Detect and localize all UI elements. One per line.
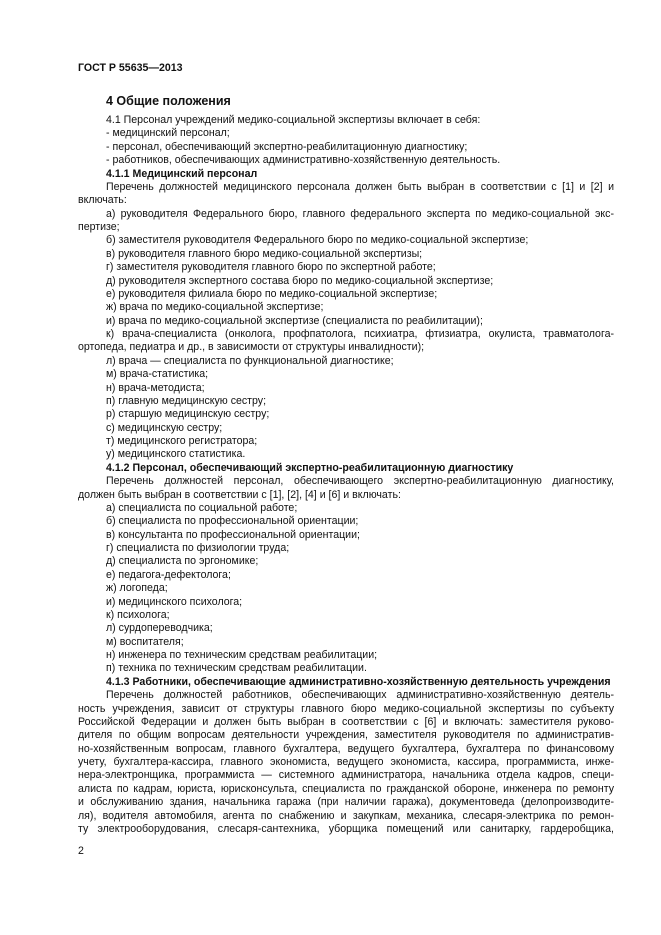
- document-code: ГОСТ Р 55635—2013: [78, 62, 183, 74]
- list-item: г) заместителя руководителя главного бюро по экспертной работе;: [106, 261, 436, 274]
- paragraph-line: ту электрооборудования, слесаря-сантехника, уборщика помещений или санитарку, гардеробщика,: [78, 822, 614, 835]
- paragraph-line: нера-электронщика, программиста — системного администратора, начальника отдела кадров, специ-: [78, 769, 614, 782]
- list-item: с) медицинскую сестру;: [106, 421, 223, 434]
- list-item: г) специалиста по физиологии труда;: [106, 542, 290, 554]
- list-item: ж) врача по медико-социальной экспертизе;: [106, 301, 324, 314]
- list-item: м) врача-статистика;: [106, 368, 209, 381]
- paragraph-line: Перечень должностей персонал, обеспечивающего экспертно-реабилитационную диагностику,: [106, 475, 614, 488]
- paragraph-line: ля), водителя автомобиля, агента по снабжению и закупкам, механика, слесаря-электрика по ремон-: [78, 809, 614, 822]
- list-item: - работников, обеспечивающих административно-хозяйственную деятельность.: [106, 154, 501, 167]
- section-body: [78, 114, 614, 836]
- list-item: д) специалиста по эргономике;: [106, 555, 259, 568]
- paragraph-line: Перечень должностей медицинского персонала должен быть выбран в соответствии с [1] и [2] и: [106, 180, 614, 193]
- list-item: п) главную медицинскую сестру;: [106, 394, 267, 407]
- subsection-heading: 4.1.1 Медицинский персонал: [106, 167, 258, 180]
- list-item: в) консультанта по профессиональной ориентации;: [106, 528, 360, 541]
- clause-intro: 4.1 Персонал учреждений медико-социальной экспертизы включает в себя:: [106, 114, 481, 126]
- paragraph-line: но-хозяйственным вопросам, главного бухгалтера, ведущего бухгалтера, бухгалтера по финансовому: [78, 742, 614, 755]
- list-item-continuation: пертизе;: [78, 221, 120, 233]
- list-item: - медицинский персонал;: [106, 127, 230, 140]
- paragraph-line: и обслуживанию здания, начальника гаража (при наличии гаража), документоведа (делопроизводите-: [78, 796, 614, 809]
- subsection-heading: 4.1.2 Персонал, обеспечивающий экспертно-реабилитационную диагностику: [106, 461, 514, 474]
- list-item: р) старшую медицинскую сестру;: [106, 408, 270, 421]
- section-title: 4 Общие положения: [106, 94, 231, 108]
- list-item: ж) логопеда;: [106, 582, 168, 595]
- page-number: 2: [78, 845, 84, 857]
- list-item: у) медицинского статистика.: [106, 448, 246, 461]
- list-item: и) врача по медико-социальной экспертизе (специалиста по реабилитации);: [106, 314, 483, 327]
- paragraph-line: дителя по общим вопросам деятельности учреждения, заместителя руководителя по административ-: [78, 729, 614, 742]
- list-item: л) врача — специалиста по функциональной диагностике;: [106, 354, 394, 367]
- paragraph-line: ность учреждения, зависит от структуры главного бюро медико-социальной экспертизы по субъекту: [78, 702, 614, 715]
- list-item: а) специалиста по социальной работе;: [106, 501, 298, 514]
- list-item: к) психолога;: [106, 608, 170, 621]
- list-item: д) руководителя экспертного состава бюро по медико-социальной экспертизе;: [106, 274, 494, 287]
- subsection-heading: 4.1.3 Работники, обеспечивающие административно-хозяйственную деятельность учреждения: [106, 675, 611, 688]
- list-item: е) руководителя филиала бюро по медико-социальной экспертизе;: [106, 287, 438, 300]
- paragraph-line: должен быть выбран в соответствии с [1], [2], [4] и [6] и включать:: [78, 488, 401, 501]
- list-item: б) заместителя руководителя Федерального бюро по медико-социальной экспертизе;: [106, 234, 529, 247]
- list-item: н) врача-методиста;: [106, 381, 205, 394]
- list-item: - персонал, обеспечивающий экспертно-реабилитационную диагностику;: [106, 140, 468, 153]
- list-item: п) техника по техническим средствам реабилитации.: [106, 662, 367, 675]
- list-item: м) воспитателя;: [106, 635, 184, 648]
- paragraph-line: алиста по кадрам, юриста, юрисконсульта, специалиста по гражданской обороне, инженера по ремонту: [78, 782, 614, 795]
- list-item-continuation: ортопеда, педиатра и др., в зависимости от структуры инвалидности);: [78, 341, 425, 354]
- list-item: е) педагога-дефектолога;: [106, 568, 231, 581]
- paragraph-line: учету, бухгалтера-кассира, главного экономиста, ведущего экономиста, кассира, программиста, инже-: [78, 756, 614, 768]
- list-item: л) сурдопереводчика;: [106, 622, 213, 635]
- list-item: т) медицинского регистратора;: [106, 435, 258, 447]
- list-item: в) руководителя главного бюро медико-социальной экспертизы;: [106, 247, 423, 260]
- list-item: к) врача-специалиста (онколога, профпатолога, психиатра, фтизиатра, окулиста, травматолога-: [106, 328, 614, 340]
- list-item: б) специалиста по профессиональной ориентации;: [106, 515, 359, 528]
- list-item: н) инженера по техническим средствам реабилитации;: [106, 649, 378, 661]
- paragraph-line: Российской Федерации и должен быть выбран в соответствии с [6] и включать: заместителя руково-: [78, 715, 614, 728]
- list-item: а) руководителя Федерального бюро, главного федерального эксперта по медико-социальной экс-: [106, 207, 614, 220]
- paragraph-line: Перечень должностей работников, обеспечивающих административно-хозяйственную деятель-: [106, 689, 614, 702]
- list-item: и) медицинского психолога;: [106, 595, 243, 608]
- paragraph-line: включать:: [78, 194, 127, 207]
